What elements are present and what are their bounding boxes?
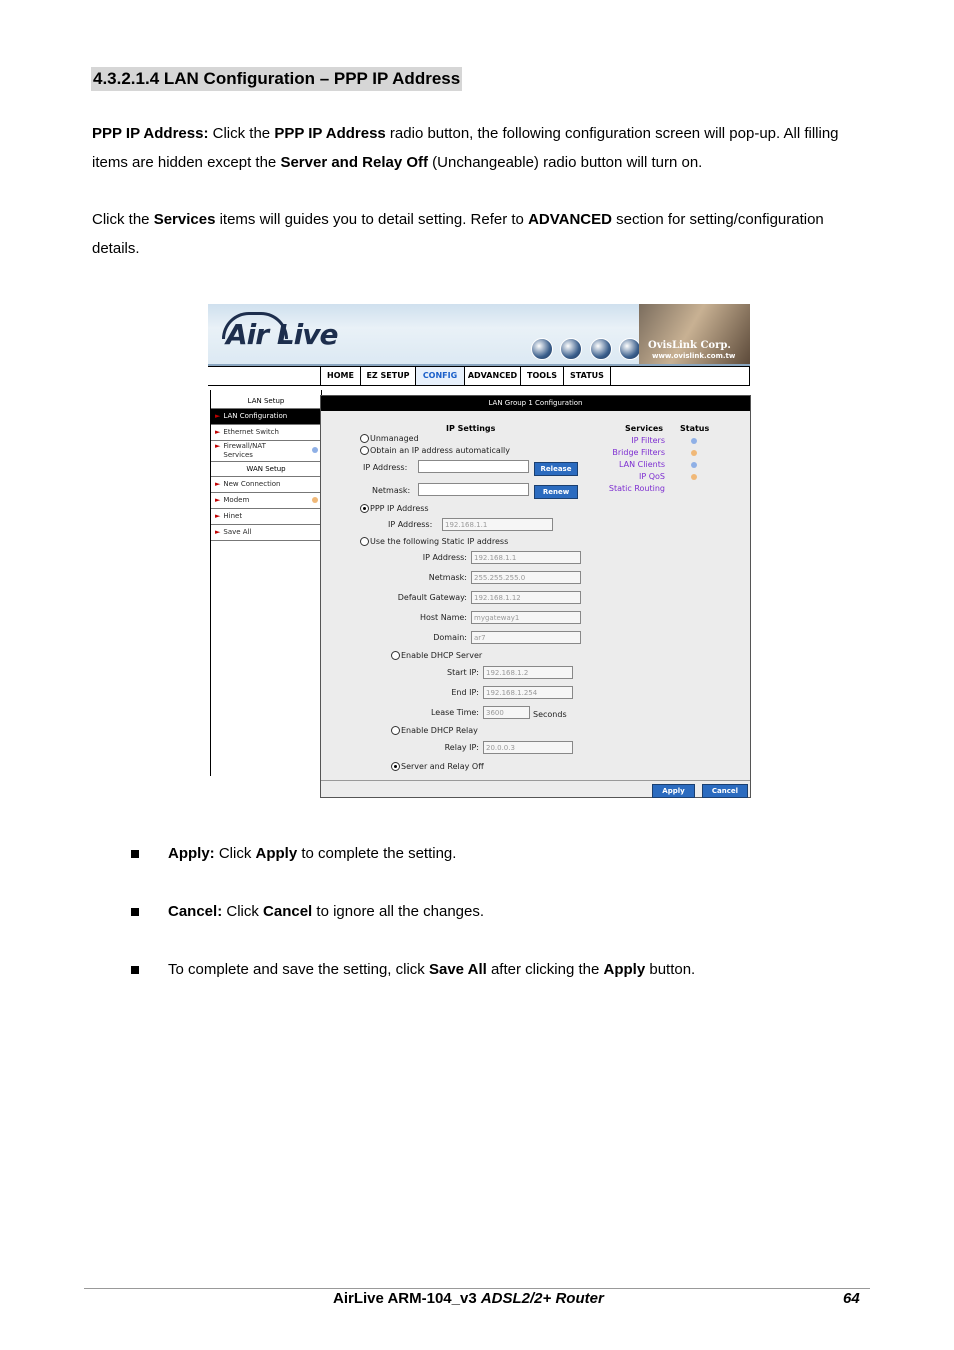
status-dot-icon — [691, 450, 697, 456]
term: Save All — [428, 961, 487, 978]
term: Cancel: — [168, 903, 223, 920]
radio-icon — [391, 762, 400, 771]
tab-tools[interactable]: TOOLS — [520, 367, 563, 385]
label: Enable DHCP Server — [401, 651, 483, 660]
tab-advanced[interactable]: ADVANCED — [464, 367, 520, 385]
end-ip-label: End IP: — [451, 688, 479, 697]
service-link-bridge-filters[interactable]: Bridge Filters — [612, 448, 665, 457]
radio-static-ip[interactable] — [360, 537, 508, 546]
corp-name: OvisLink Corp. — [648, 340, 731, 351]
sidebar-heading-wan: WAN Setup — [246, 465, 286, 473]
sidebar-item-firewall[interactable] — [211, 441, 321, 462]
tab-ez-setup[interactable]: EZ SETUP — [360, 367, 415, 385]
domain-input[interactable]: ar7 — [471, 631, 581, 644]
release-button[interactable]: Release — [534, 462, 578, 476]
label: Firewall/NAT Services — [223, 442, 266, 459]
radio-icon — [391, 726, 400, 735]
relay-ip-label: Relay IP: — [444, 743, 479, 752]
arrow-icon: ► — [215, 480, 221, 488]
corp-url: www.ovislink.com.tw — [652, 352, 736, 360]
term: PPP IP Address — [274, 125, 386, 142]
radio-dhcp-server[interactable] — [391, 651, 482, 660]
ip-address-input[interactable] — [418, 460, 529, 473]
lease-time-label: Lease Time: — [430, 708, 479, 717]
static-ip-label: IP Address: — [422, 553, 467, 562]
status-dot-icon — [691, 438, 697, 444]
text: section for setting/configuration details. — [92, 211, 824, 257]
label: Unmanaged — [370, 434, 419, 443]
globe-icon — [619, 338, 641, 360]
label: Obtain an IP address automatically — [370, 446, 511, 455]
config-panel — [320, 395, 751, 798]
page-number: 64 — [843, 1290, 860, 1307]
term: Services — [153, 211, 216, 228]
paragraph-services — [92, 205, 862, 263]
globe-icon — [560, 338, 582, 360]
text: (Unchangeable) radio button will turn on. — [428, 154, 703, 171]
service-link-ip-qos[interactable]: IP QoS — [639, 472, 665, 481]
text: Click the — [92, 211, 154, 228]
services-heading: Services — [625, 424, 664, 433]
bullet-square-icon — [131, 908, 139, 916]
service-link-static-routing[interactable]: Static Routing — [608, 484, 665, 493]
relay-ip-input[interactable]: 20.0.0.3 — [483, 741, 573, 754]
start-ip-input[interactable]: 192.168.1.2 — [483, 666, 573, 679]
label: Save All — [223, 528, 252, 536]
globe-icon — [590, 338, 612, 360]
radio-ppp-ip[interactable] — [360, 504, 429, 513]
term: ADVANCED — [528, 211, 612, 228]
bullet-square-icon — [131, 850, 139, 858]
domain-label: Domain: — [433, 633, 467, 642]
sidebar-item-ethernet-switch[interactable] — [211, 425, 321, 441]
text: Click the — [208, 125, 275, 142]
radio-icon — [360, 504, 369, 513]
arrow-icon: ► — [215, 442, 221, 450]
footer-model: AirLive ARM-104_v3 — [333, 1290, 481, 1307]
status-dot-icon — [691, 462, 697, 468]
gateway-label: Default Gateway: — [397, 593, 467, 602]
panel-title: LAN Group 1 Configuration — [321, 396, 750, 411]
sidebar-item-save-all[interactable] — [211, 525, 321, 541]
term-ppp-ip: PPP IP Address: — [92, 125, 209, 142]
arrow-icon: ► — [215, 428, 221, 436]
label: Ethernet Switch — [223, 428, 279, 436]
ip-settings-heading: IP Settings — [446, 424, 496, 433]
netmask-input[interactable] — [418, 483, 529, 496]
top-menu — [208, 366, 750, 386]
radio-server-relay-off[interactable] — [391, 762, 484, 771]
tab-config[interactable]: CONFIG — [415, 367, 464, 385]
sidebar-item-lan-configuration[interactable] — [211, 408, 321, 425]
netmask-label: Netmask: — [372, 486, 411, 495]
renew-button[interactable]: Renew — [534, 485, 578, 499]
text: items will guides you to detail setting. Refer to — [215, 211, 529, 228]
lease-time-input[interactable]: 3600 — [483, 706, 530, 719]
router-screenshot — [208, 304, 750, 797]
text: button. — [645, 961, 696, 978]
arrow-icon: ► — [215, 412, 221, 420]
end-ip-input[interactable]: 192.168.1.254 — [483, 686, 573, 699]
host-name-label: Host Name: — [419, 613, 467, 622]
status-dot-icon — [691, 474, 697, 480]
status-heading: Status — [680, 424, 710, 433]
text: Click — [222, 903, 264, 920]
bullet-square-icon — [131, 966, 139, 974]
divider — [321, 780, 750, 781]
radio-obtain-auto[interactable] — [360, 446, 510, 455]
footer-title — [333, 1290, 604, 1307]
globe-icon — [531, 338, 553, 360]
tab-status[interactable]: STATUS — [563, 367, 611, 385]
gateway-input[interactable]: 192.168.1.12 — [471, 591, 581, 604]
label: Modem — [223, 496, 250, 504]
host-name-input[interactable]: mygateway1 — [471, 611, 581, 624]
tab-home[interactable]: HOME — [320, 367, 360, 385]
airlive-logo: Air Live — [226, 318, 338, 351]
section-heading: 4.3.2.1.4 LAN Configuration – PPP IP Address — [91, 67, 462, 91]
ip-address-label: IP Address: — [363, 463, 408, 472]
label: Enable DHCP Relay — [401, 726, 478, 735]
ppp-ip-input[interactable]: 192.168.1.1 — [442, 518, 553, 531]
sidebar-item-new-connection[interactable] — [211, 476, 321, 493]
text: after clicking the — [486, 961, 604, 978]
radio-icon — [391, 651, 400, 660]
ppp-ip-label: IP Address: — [388, 520, 433, 529]
label: New Connection — [223, 480, 281, 488]
label: Hinet — [223, 512, 243, 520]
label: Use the following Static IP address — [370, 537, 509, 546]
apply-button[interactable]: Apply — [652, 784, 695, 798]
sidebar — [210, 390, 322, 776]
footer-product: ADSL2/2+ Router — [480, 1290, 604, 1307]
term: Apply — [603, 961, 646, 978]
radio-icon — [360, 434, 369, 443]
footer-rule — [84, 1288, 870, 1289]
start-ip-label: Start IP: — [447, 668, 479, 677]
label: Server and Relay Off — [401, 762, 484, 771]
service-link-lan-clients[interactable]: LAN Clients — [619, 460, 665, 469]
text: radio button, the following configuration screen will pop-up. All filling items are hidden except the — [92, 125, 839, 171]
seconds-label: Seconds — [533, 710, 567, 719]
static-netmask-input[interactable]: 255.255.255.0 — [471, 571, 581, 584]
term: Cancel — [263, 903, 313, 920]
sidebar-item-hinet[interactable] — [211, 509, 321, 525]
service-link-ip-filters[interactable]: IP Filters — [631, 436, 665, 445]
status-dot-icon — [312, 497, 318, 503]
radio-dhcp-relay[interactable] — [391, 726, 478, 735]
term: Server and Relay Off — [280, 154, 429, 171]
arrow-icon: ► — [215, 512, 221, 520]
status-dot-icon — [312, 447, 318, 453]
static-ip-input[interactable]: 192.168.1.1 — [471, 551, 581, 564]
term: Apply — [255, 845, 298, 862]
banner — [208, 304, 750, 366]
text: Click — [214, 845, 256, 862]
label: PPP IP Address — [370, 504, 429, 513]
term: Apply: — [168, 845, 215, 862]
text: to complete the setting. — [297, 845, 457, 862]
label: LAN Configuration — [223, 412, 288, 420]
cancel-button[interactable]: Cancel — [702, 784, 748, 798]
radio-unmanaged[interactable] — [360, 434, 419, 443]
paragraph-ppp-ip — [92, 119, 862, 177]
text: to ignore all the changes. — [312, 903, 485, 920]
static-netmask-label: Netmask: — [428, 573, 467, 582]
arrow-icon: ► — [215, 528, 221, 536]
sidebar-item-modem[interactable] — [211, 493, 321, 509]
radio-icon — [360, 537, 369, 546]
arrow-icon: ► — [215, 496, 221, 504]
text: To complete and save the setting, click — [168, 961, 429, 978]
sidebar-heading-lan: LAN Setup — [247, 397, 285, 405]
radio-icon — [360, 446, 369, 455]
